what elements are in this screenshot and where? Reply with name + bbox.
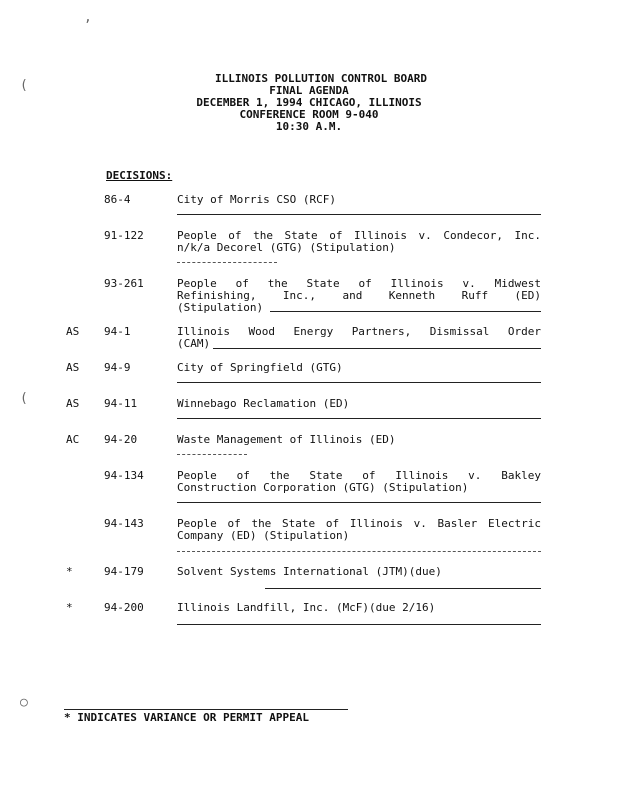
- scan-mark: (: [20, 78, 28, 93]
- item-rule: [213, 348, 541, 349]
- header-date-location: DECEMBER 1, 1994 CHICAGO, ILLINOIS: [196, 96, 422, 109]
- item-number: 94-143: [104, 517, 144, 530]
- item-rule: [177, 214, 541, 215]
- item-mark: AS: [66, 325, 80, 338]
- item-rule: [177, 551, 541, 552]
- header-board-name: ILLINOIS POLLUTION CONTROL BOARD: [215, 72, 427, 85]
- item-description: [177, 278, 541, 314]
- item-rule: [265, 588, 541, 589]
- item-line: (CAM): [177, 337, 211, 350]
- item-number: 94-9: [104, 361, 131, 374]
- item-line: People of the State of Illinois v. Basler Electric: [177, 517, 541, 530]
- item-line: People of the State of Illinois v. Condecor, Inc.: [177, 229, 541, 242]
- item-line: Illinois Landfill, Inc. (McF)(due 2/16): [177, 601, 436, 614]
- item-number: 93-261: [104, 277, 144, 290]
- item-number: 91-122: [104, 229, 144, 242]
- item-number: 94-134: [104, 469, 144, 482]
- item-description: [177, 470, 541, 494]
- item-rule: [177, 382, 541, 383]
- item-line: City of Morris CSO (RCF): [177, 193, 336, 206]
- item-description: [177, 194, 541, 206]
- item-line: Winnebago Reclamation (ED): [177, 397, 350, 410]
- item-line: (Stipulation): [177, 301, 264, 314]
- item-number: 94-1: [104, 325, 131, 338]
- item-mark: AC: [66, 433, 80, 446]
- item-description: [177, 326, 541, 350]
- item-description: [177, 230, 541, 254]
- item-mark: *: [66, 601, 73, 614]
- item-rule: [177, 418, 541, 419]
- item-rule: [177, 624, 541, 625]
- item-number: 94-200: [104, 601, 144, 614]
- item-rule: [270, 311, 541, 312]
- footnote-rule: [64, 709, 348, 710]
- item-number: 94-20: [104, 433, 138, 446]
- scan-mark: ,: [84, 10, 92, 25]
- item-line: City of Springfield (GTG): [177, 361, 343, 374]
- item-line: n/k/a Decorel (GTG) (Stipulation): [177, 241, 396, 254]
- scan-mark: ○: [20, 695, 28, 710]
- decisions-label: DECISIONS:: [106, 169, 173, 182]
- item-line: Waste Management of Illinois (ED): [177, 433, 396, 446]
- item-rule: [177, 454, 247, 455]
- item-mark: AS: [66, 361, 80, 374]
- header-agenda-title: FINAL AGENDA: [269, 84, 349, 97]
- item-line: Solvent Systems International (JTM)(due): [177, 565, 442, 578]
- item-description: [177, 518, 541, 542]
- item-description: [177, 398, 541, 410]
- item-mark: *: [66, 565, 73, 578]
- item-description: [177, 434, 541, 446]
- item-rule: [177, 262, 277, 263]
- footnote: * INDICATES VARIANCE OR PERMIT APPEAL: [64, 711, 310, 724]
- item-line: Company (ED) (Stipulation): [177, 529, 350, 542]
- item-rule: [177, 502, 541, 503]
- item-line: People of the State of Illinois v. Midwest: [177, 277, 541, 290]
- item-line: Refinishing, Inc., and Kenneth Ruff (ED): [177, 289, 541, 302]
- item-description: [177, 362, 541, 374]
- item-line: Illinois Wood Energy Partners, Dismissal Order: [177, 325, 541, 338]
- item-number: 94-11: [104, 397, 138, 410]
- agenda-header: [0, 73, 618, 133]
- item-number: 94-179: [104, 565, 144, 578]
- item-description: [177, 602, 541, 614]
- header-time: 10:30 A.M.: [275, 120, 343, 133]
- item-line: People of the State of Illinois v. Bakley: [177, 469, 541, 482]
- scan-mark: (: [20, 391, 28, 406]
- item-number: 86-4: [104, 193, 131, 206]
- item-description: [177, 566, 541, 578]
- item-mark: AS: [66, 397, 80, 410]
- item-line: Construction Corporation (GTG) (Stipulation): [177, 481, 469, 494]
- header-room: CONFERENCE ROOM 9-040: [239, 108, 379, 121]
